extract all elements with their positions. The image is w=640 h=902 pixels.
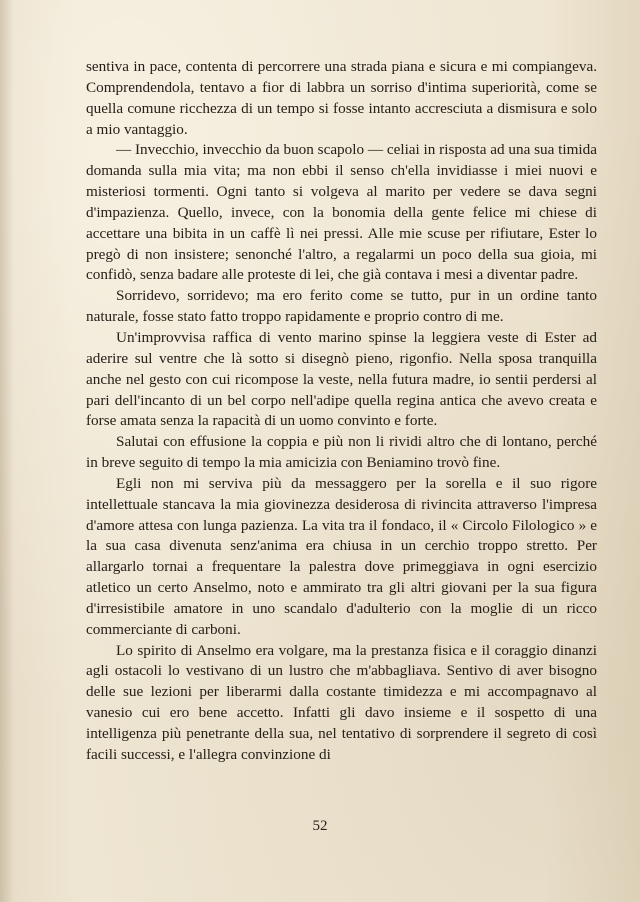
paragraph-7: Lo spirito di Anselmo era volgare, ma la prestanza fisica e il coraggio dinanzi agli ostacoli lo vestivano di un lustro che m'abbagliava. Sentivo di aver bisogno delle sue lezioni per liberarmi dalla costante timidezza e mi accompagnavo al vanesio cui ero bene accetto. Infatti gli davo insieme e il sospetto di una intelligenza più penetrante della sua, nel tentativo di sorprendere il segreto di così facili successi, e l'allegra convinzione di [86, 641, 597, 763]
paragraph-4: Un'improvvisa raffica di vento marino spinse la leggiera veste di Ester ad aderire sul ventre che là sotto si disegnò pieno, rigonfio. Nella sposa tranquilla anche nel gesto con cui ricompose la veste, nella futura madre, io sentii perdersi al pari dell'incanto di un bel corpo nell'adipe quella regina antica che avevo creata e forse amata senza la rapacità di un uomo convinto e forte. [86, 328, 597, 430]
body-text [86, 57, 597, 766]
paragraph-3: Sorridevo, sorridevo; ma ero ferito come se tutto, pur in un ordine tanto naturale, fosse stato fatto troppo rapidamente e proprio contro di me. [86, 287, 597, 326]
paragraph-2: — Invecchio, invecchio da buon scapolo — celiai in risposta ad una sua timida domanda sulla mia vita; ma non ebbi il senso ch'ella invidiasse i miei nuovi e misteriosi tormenti. Ogni tanto si volgeva al marito per vedere se dava segni d'impazienza. Quello, invece, con la bonomia della gente felice mi chiese di accettare una bibita in un caffè lì nei pressi. Alle mie scuse per rifiutare, Ester lo pregò di non insistere; senonché l'altro, a regalarmi un poco della sua gioia, mi confidò, senza badare alle proteste di lei, che già contava i mesi a diventar padre. [86, 141, 597, 284]
paragraph-6: Egli non mi serviva più da messaggero per la sorella e il suo rigore intellettuale stancava la mia giovinezza desiderosa di rivincita attraverso l'impresa d'amore attesa con lunga pazienza. La vita tra il fondaco, il « Circolo Filologico » e la sua casa divenuta senz'anima era chiusa in un cerchio troppo stretto. Per allargarlo tornai a frequentare la palestra dove primeggiava in ogni esercizio atletico un certo Anselmo, noto e ammirato tra gli altri giovani per la sua figura d'irresistibile amatore in uno scandalo d'adulterio con la moglie di un ricco commerciante di carboni. [86, 474, 597, 638]
paragraph-1: sentiva in pace, contenta di percorrere una strada piana e sicura e mi compiangeva. Comprendendola, tentavo a fior di labbra un sorriso d'intima superiorità, come se quella comune ricchezza di un tempo si fosse intanto accresciuta a dismisura e solo a mio vantaggio. [86, 58, 597, 138]
paragraph-5: Salutai con effusione la coppia e più non li rividi altro che di lontano, perché in breve seguito di tempo la mia amicizia con Beniamino trovò fine. [86, 433, 597, 472]
page-number: 52 [312, 818, 328, 834]
